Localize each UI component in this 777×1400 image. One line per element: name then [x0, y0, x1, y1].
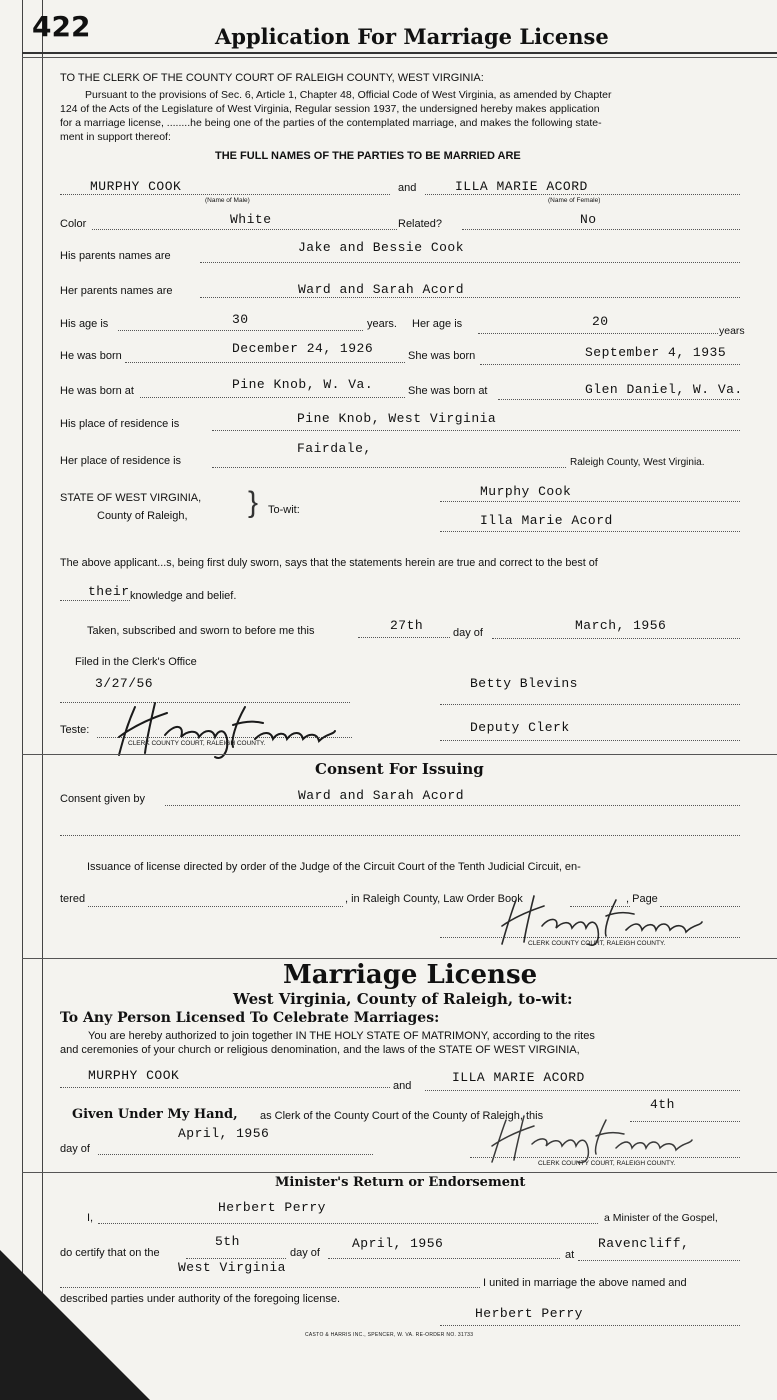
sworn-day: 27th: [390, 618, 424, 633]
fill-line: [492, 638, 740, 639]
clerk-signature-3: [480, 1112, 700, 1167]
fill-line: [88, 906, 343, 907]
section-rule: [22, 754, 777, 755]
fill-line: [358, 637, 450, 638]
male-caption: (Name of Male): [205, 197, 250, 204]
he-born-value: December 24, 1926: [232, 341, 374, 356]
years-label: years.: [367, 318, 397, 330]
her-parents-value: Ward and Sarah Acord: [298, 282, 465, 297]
her-age-label: Her age is: [412, 318, 463, 330]
united-label: I united in marriage the above named and: [483, 1277, 687, 1289]
addressee: TO THE CLERK OF THE COUNTY COURT OF RALEIGH COUNTY, WEST VIRGINIA:: [60, 72, 484, 84]
filed-date: 3/27/56: [95, 676, 154, 691]
auth-line: You are hereby authorized to join together IN THE HOLY STATE OF MATRIMONY, according to the rites: [88, 1030, 595, 1042]
fill-line: [478, 333, 718, 334]
page-number: 422: [32, 10, 91, 43]
minister-name: Herbert Perry: [218, 1200, 326, 1215]
his-residence-label: His place of residence is: [60, 418, 180, 430]
county-label: County of Raleigh,: [97, 510, 188, 522]
his-parents-label: His parents names are: [60, 250, 171, 262]
license-title: Marriage License: [283, 960, 538, 990]
affidavit-line: The above applicant...s, being first duly sworn, says that the statements herein are true and correct to the best of: [60, 557, 598, 569]
given-text: as Clerk of the County Court of the County of Raleigh, this: [260, 1110, 544, 1122]
filed-label: Filed in the Clerk's Office: [75, 656, 197, 668]
color-value: White: [230, 212, 272, 227]
teste-label: Teste:: [60, 724, 90, 736]
and-label: and: [398, 182, 417, 194]
clerk-signature-2: [490, 890, 710, 950]
she-born-at-label: She was born at: [408, 385, 488, 397]
license-address: To Any Person Licensed To Celebrate Marriages:: [60, 1010, 440, 1026]
her-residence-value: Fairdale,: [297, 441, 372, 456]
she-born-label: She was born: [408, 350, 476, 362]
header-rule: [22, 57, 777, 58]
he-born-label: He was born: [60, 350, 122, 362]
his-age-label: His age is: [60, 318, 109, 330]
tered-label: tered: [60, 893, 86, 905]
female-name: ILLA MARIE ACORD: [455, 179, 588, 194]
his-age-value: 30: [232, 312, 249, 327]
license-female-name: ILLA MARIE ACORD: [452, 1070, 585, 1085]
auth-line: and ceremonies of your church or religious denomination, and the laws of the STATE OF WEST VIRGINIA,: [60, 1044, 580, 1056]
certify-label: do certify that on the: [60, 1247, 160, 1259]
fill-line: [60, 1287, 480, 1288]
male-name: MURPHY COOK: [90, 179, 182, 194]
certify-month-year: April, 1956: [352, 1236, 444, 1251]
fill-line: [125, 362, 405, 363]
minister-heading: Minister's Return or Endorsement: [275, 1175, 526, 1190]
license-and-label: and: [393, 1080, 412, 1092]
her-parents-label: Her parents names are: [60, 285, 173, 297]
fill-line: [186, 1258, 286, 1259]
related-value: No: [580, 212, 597, 227]
fill-line: [60, 1087, 390, 1088]
related-label: Related?: [398, 218, 443, 230]
he-born-at-value: Pine Knob, W. Va.: [232, 377, 374, 392]
certify-day-of-label: day of: [290, 1247, 320, 1259]
frame-rule: [22, 0, 23, 1400]
signer-name: Betty Blevins: [470, 676, 578, 691]
towit-label: To-wit:: [268, 504, 300, 516]
fill-line: [60, 600, 130, 601]
sworn-name-2: Illa Marie Acord: [480, 513, 613, 528]
minister-signature-name: Herbert Perry: [475, 1306, 583, 1321]
section-rule: [22, 1172, 777, 1173]
license-male-name: MURPHY COOK: [88, 1068, 180, 1083]
her-residence-suffix: Raleigh County, West Virginia.: [570, 457, 705, 468]
scan-edge-shadow: [0, 1250, 160, 1400]
fill-line: [480, 364, 740, 365]
her-residence-label: Her place of residence is: [60, 455, 182, 467]
she-born-value: September 4, 1935: [585, 345, 727, 360]
she-born-at-value: Glen Daniel, W. Va.: [585, 382, 743, 397]
certify-day: 5th: [215, 1234, 240, 1249]
sworn-month-year: March, 1956: [575, 618, 667, 633]
their-value: their: [88, 584, 130, 599]
page-title: Application For Marriage License: [215, 24, 609, 49]
sworn-label: Taken, subscribed and sworn to before me this: [87, 625, 315, 637]
fill-line: [498, 399, 740, 400]
clerk-caption: CLERK COUNTY COURT, RALEIGH COUNTY.: [128, 740, 266, 747]
fill-line: [200, 297, 740, 298]
consent-given-label: Consent given by: [60, 793, 145, 805]
fill-line: [98, 1223, 598, 1224]
clerk-caption: CLERK COUNTY COURT, RALEIGH COUNTY.: [538, 1160, 676, 1167]
fill-line: [462, 229, 740, 230]
page-label: , Page: [626, 893, 658, 905]
his-residence-value: Pine Knob, West Virginia: [297, 411, 497, 426]
given-day-of-label: day of: [60, 1143, 90, 1155]
female-caption: (Name of Female): [548, 197, 601, 204]
section-rule: [22, 958, 777, 959]
fill-line: [165, 805, 740, 806]
day-of-label: day of: [453, 627, 483, 639]
fill-line: [578, 1260, 740, 1261]
place-2: West Virginia: [178, 1260, 286, 1275]
place-1: Ravencliff,: [598, 1236, 690, 1251]
fill-line: [440, 501, 740, 502]
issuance-line: Issuance of license directed by order of the Judge of the Circuit Court of the Tenth Judicial Circuit, en-: [87, 861, 581, 873]
fill-line: [92, 229, 397, 230]
fill-line: [118, 330, 363, 331]
fill-line: [425, 1090, 740, 1091]
described-label: described parties under authority of the foregoing license.: [60, 1293, 341, 1305]
fill-line: [212, 467, 566, 468]
fill-line: [212, 430, 740, 431]
knowledge-label: knowledge and belief.: [130, 590, 237, 602]
state-label: STATE OF WEST VIRGINIA,: [60, 492, 202, 504]
years-label: years: [719, 325, 745, 337]
fill-line: [440, 704, 740, 705]
consent-heading: Consent For Issuing: [315, 760, 484, 778]
fill-line: [440, 531, 740, 532]
intro-line: Pursuant to the provisions of Sec. 6, Article 1, Chapter 48, Official Code of West Virginia, as amended by Chapter: [85, 89, 612, 101]
clerk-caption: CLERK COUNTY COURT, RALEIGH COUNTY.: [528, 940, 666, 947]
fill-line: [425, 194, 740, 195]
brace: }: [248, 486, 259, 519]
fill-line: [200, 262, 740, 263]
at-label: at: [565, 1249, 575, 1261]
given-label: Given Under My Hand,: [72, 1107, 238, 1122]
frame-rule: [42, 0, 43, 1400]
header-rule: [22, 52, 777, 54]
minister-i-label: I,: [87, 1212, 94, 1224]
he-born-at-label: He was born at: [60, 385, 134, 397]
law-order-label: , in Raleigh County, Law Order Book: [345, 893, 523, 905]
fill-line: [328, 1258, 560, 1259]
fill-line: [440, 1325, 740, 1326]
printer-line: CASTO & HARRIS INC., SPENCER, W. VA. RE-ORDER NO. 31733: [305, 1332, 474, 1338]
intro-line: 124 of the Acts of the Legislature of West Virginia, Regular session 1937, the undersigned hereby makes application: [60, 103, 600, 115]
fill-line: [60, 194, 390, 195]
fill-line: [60, 835, 740, 836]
fill-line: [440, 740, 740, 741]
intro-line: for a marriage license, ........he being one of the parties of the contemplated marriage, and makes the following state-: [60, 117, 602, 129]
sworn-name-1: Murphy Cook: [480, 484, 572, 499]
fill-line: [98, 1154, 373, 1155]
color-label: Color: [60, 218, 87, 230]
given-month-year: April, 1956: [178, 1126, 270, 1141]
minister-suffix: a Minister of the Gospel,: [604, 1212, 718, 1224]
license-subtitle: West Virginia, County of Raleigh, to-wit:: [233, 990, 573, 1008]
names-heading: THE FULL NAMES OF THE PARTIES TO BE MARRIED ARE: [215, 150, 521, 162]
her-age-value: 20: [592, 314, 609, 329]
intro-line: ment in support thereof:: [60, 131, 171, 143]
given-day: 4th: [650, 1097, 675, 1112]
consent-given-value: Ward and Sarah Acord: [298, 788, 465, 803]
his-parents-value: Jake and Bessie Cook: [298, 240, 465, 255]
fill-line: [140, 397, 405, 398]
deputy-label: Deputy Clerk: [470, 720, 570, 735]
